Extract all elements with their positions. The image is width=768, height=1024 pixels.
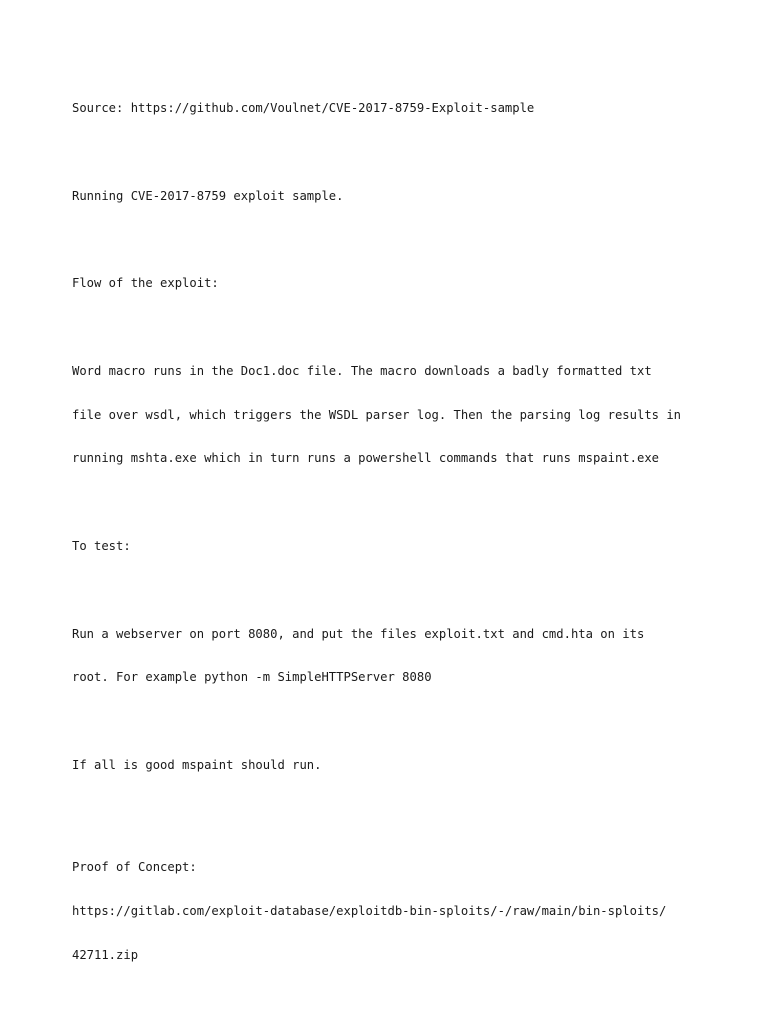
flow-description [72,335,712,496]
source-paragraph [72,72,712,145]
result-paragraph [72,729,712,802]
poc-link-line: 42711.zip [72,947,139,962]
test-heading-paragraph [72,510,712,583]
test-instructions [72,597,712,714]
intro-paragraph [72,160,712,233]
source-line: Source: https://github.com/Voulnet/CVE-2017-8759-Exploit-sample [72,101,535,116]
flow-line: file over wsdl, which triggers the WSDL parser log. Then the parsing log results in [72,407,682,422]
poc-heading: Proof of Concept: [72,860,197,875]
intro-line: Running CVE-2017-8759 exploit sample. [72,188,344,203]
document-page [72,72,712,1006]
flow-heading-paragraph [72,247,712,320]
blank-line [72,816,712,831]
test-heading: To test: [72,539,131,553]
test-line: root. For example python -m SimpleHTTPServer 8080 [72,670,432,685]
flow-line: running mshta.exe which in turn runs a powershell commands that runs mspaint.exe [72,451,659,466]
poc-section [72,831,712,992]
result-line: If all is good mspaint should run. [72,757,322,772]
poc-link-line: https://gitlab.com/exploit-database/exploitdb-bin-sploits/-/raw/main/bin-sploits/ [72,903,667,918]
flow-line: Word macro runs in the Doc1.doc file. The macro downloads a badly formatted txt [72,363,652,378]
test-line: Run a webserver on port 8080, and put the files exploit.txt and cmd.hta on its [72,626,645,641]
flow-heading: Flow of the exploit: [72,276,219,291]
